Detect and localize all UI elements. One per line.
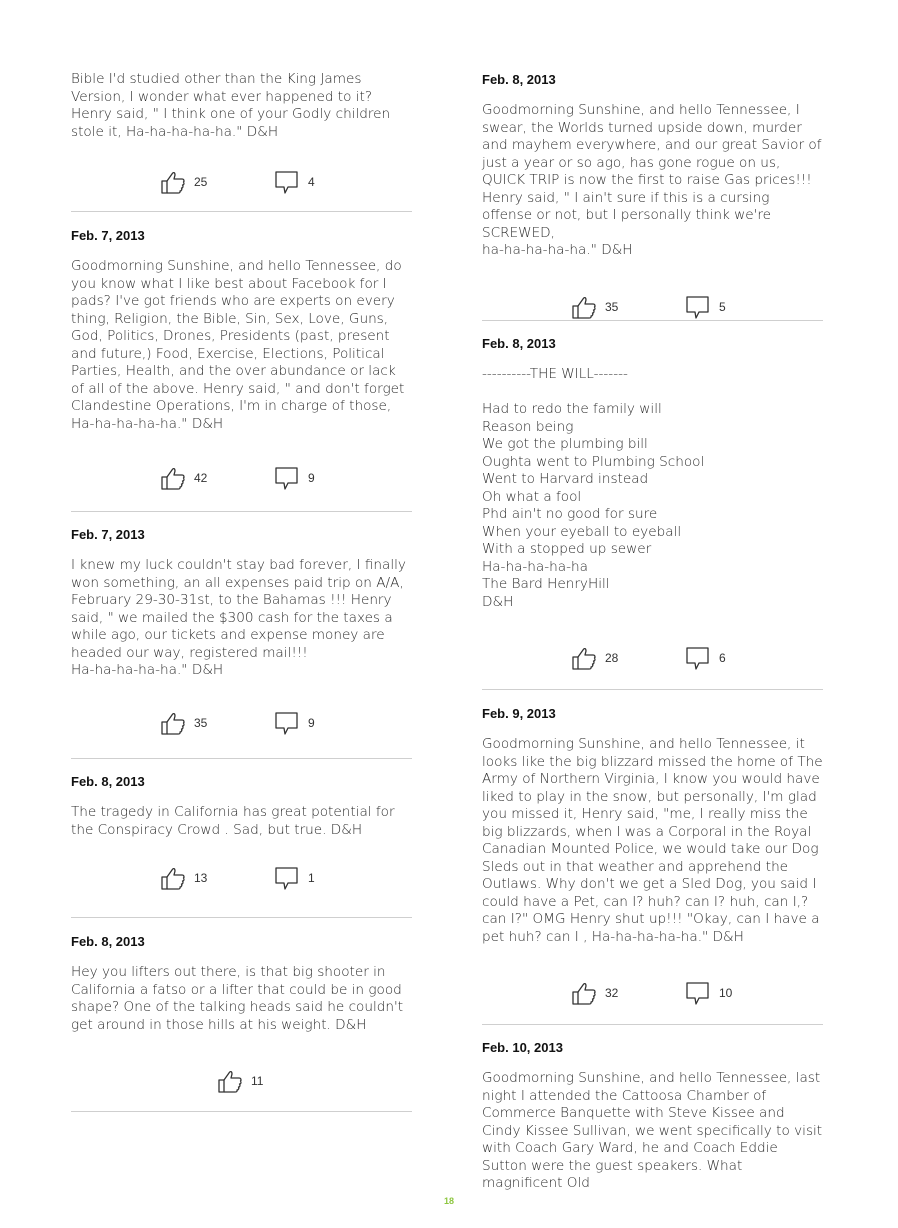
comment-button[interactable] (685, 292, 726, 322)
comment-button[interactable] (274, 463, 315, 493)
post-stats (71, 708, 412, 738)
comment-icon (274, 465, 300, 491)
post-text: Hey you lifters out there, is that big shooter in California a fatso or a lifter that could be in good shape? One of the talking heads said he couldn't get around in those hills at his weight. D&H (71, 964, 404, 1033)
post-date: Feb. 7, 2013 (71, 228, 145, 243)
post-stats (482, 292, 823, 322)
post-date: Feb. 8, 2013 (482, 336, 556, 351)
like-button[interactable] (160, 708, 207, 738)
post-date: Feb. 8, 2013 (482, 72, 556, 87)
comment-count: 9 (308, 715, 315, 730)
post-card (71, 774, 412, 893)
post-date: Feb. 10, 2013 (482, 1040, 563, 1055)
post-divider (482, 320, 823, 321)
post-text: Bible I'd studied other than the King James Version, I wonder what ever happened to it? Henry said, " I think one of your Godly children stole it, Ha-ha-ha-ha-ha." D&H (71, 71, 391, 140)
thumbs-up-icon (571, 980, 597, 1006)
like-count: 25 (194, 175, 208, 189)
post-text: Goodmorning Sunshine, and hello Tennessee, do you know what I like best about Facebook for I pads? I've got friends who are experts on every thing, Religion, the Bible, Sin, Sex, Love, Guns, God, Politics, Drones, Presidents (past, present and future,) Food, Exercise, Elections, Political Parties, Health, and the over abundance or lack of all of the above. Henry said, " and don't forget Clandestine Operations, I'm in charge of those, Ha-ha-ha-ha-ha." D&H (71, 258, 405, 432)
like-count: 11 (251, 1074, 264, 1088)
comment-count: 5 (719, 299, 726, 314)
post-date: Feb. 7, 2013 (71, 527, 145, 542)
post-stats (482, 643, 823, 673)
post-stats (71, 463, 412, 493)
like-button[interactable] (217, 1066, 263, 1096)
like-button[interactable] (160, 863, 207, 893)
comment-icon (274, 865, 300, 891)
post-card (482, 72, 823, 322)
like-count: 32 (605, 986, 619, 1000)
post-date: Feb. 8, 2013 (71, 774, 145, 789)
comment-button[interactable] (274, 708, 315, 738)
like-count: 28 (605, 651, 619, 665)
post-card (482, 1040, 823, 1193)
post-text: I knew my luck couldn't stay bad forever, I finally won something, an all expenses paid trip on A/A, February 29-30-31st, to the Bahamas !!! Henry said, " we mailed the $300 cash for the taxes a while ago, our tickets and expense money are headed our way, registered mail!!! Ha-ha-ha-ha-ha." D&H (71, 557, 406, 678)
post-divider (71, 758, 412, 759)
page-number: 18 (443, 1196, 454, 1206)
comment-count: 6 (719, 651, 726, 665)
post-card (71, 934, 412, 1096)
post-divider (71, 511, 412, 512)
post-text: Goodmorning Sunshine, and hello Tennessee, I swear, the Worlds turned upside down, murder and mayhem everywhere, and our great Savior of just a year or so ago, has gone rogue on us, QUICK TRIP is now the first to raise Gas prices!!! Henry said, " I ain't sure if this is a cursing offense or not, but I personally think we're SCREWED, ha-ha-ha-ha-ha." D&H (482, 102, 822, 258)
thumbs-up-icon (571, 294, 597, 320)
comment-icon (685, 645, 711, 671)
post-divider (482, 689, 823, 690)
thumbs-up-icon (160, 865, 186, 891)
comment-count: 1 (308, 871, 315, 885)
post-divider (71, 211, 412, 212)
thumbs-up-icon (160, 169, 186, 195)
post-divider (71, 1111, 412, 1112)
like-count: 35 (194, 715, 208, 730)
post-text: The tragedy in California has great potential for the Conspiracy Crowd . Sad, but true. D&H (71, 804, 395, 838)
thumbs-up-icon (160, 465, 186, 491)
post-stats (71, 167, 412, 197)
like-button[interactable] (160, 463, 207, 493)
post-card (482, 336, 823, 673)
post-date: Feb. 9, 2013 (482, 706, 556, 721)
thumbs-up-icon (571, 645, 597, 671)
post-text: Goodmorning Sunshine, and hello Tennessee, it looks like the big blizzard missed the home of The Army of Northern Virginia, I know you would have liked to play in the snow, but personally, I'm glad you missed it, Henry said, "me, I really miss the big blizzards, when I was a Corporal in the Royal Canadian Mounted Police, we would take our Dog Sleds out in that weather and apprehend the Outlaws. Why don't we get a Sled Dog, you said I could have a Pet, can I? huh? can I? huh, can I,? can I?" OMG Henry shut up!!! "Okay, can I have a pet huh? can I , Ha-ha-ha-ha-ha." D&H (482, 736, 823, 945)
post-stats (482, 978, 823, 1008)
comment-button[interactable] (685, 643, 726, 673)
like-count: 13 (194, 871, 208, 885)
comment-count: 4 (308, 175, 315, 189)
like-button[interactable] (571, 643, 618, 673)
comment-button[interactable] (274, 863, 315, 893)
comment-icon (274, 169, 300, 195)
comment-icon (685, 294, 711, 320)
post-card (71, 228, 412, 493)
like-button[interactable] (571, 292, 618, 322)
like-button[interactable] (571, 978, 618, 1008)
post-divider (71, 917, 412, 918)
post-text: Goodmorning Sunshine, and hello Tennessee, last night I attended the Cattoosa Chamber of Commerce Banquette with Steve Kissee and Cindy Kissee Sullivan, we went specifically to visit with Coach Gary Ward, he and Coach Eddie Sutton were the guest speakers. What magnificent Old (482, 1070, 823, 1191)
comment-icon (685, 980, 711, 1006)
comment-count: 10 (719, 986, 733, 1000)
post-stats (71, 863, 412, 893)
like-count: 35 (605, 299, 619, 314)
comment-count: 9 (308, 471, 315, 485)
post-card (71, 71, 412, 197)
post-text: ----------THE WILL------- Had to redo the family will Reason being We got the plumbing bill Oughta went to Plumbing School Went to Harvard instead Oh what a fool Phd ain't no good for sure When your eyeball to eyeball With a stopped up sewer Ha-ha-ha-ha-ha The Bard HenryHill D&H (482, 366, 705, 610)
post-card (71, 527, 412, 738)
comment-icon (274, 710, 300, 736)
like-button[interactable] (160, 167, 207, 197)
post-divider (482, 1024, 823, 1025)
comment-button[interactable] (685, 978, 732, 1008)
post-date: Feb. 8, 2013 (71, 934, 145, 949)
comment-button[interactable] (274, 167, 315, 197)
post-stats (71, 1066, 412, 1096)
like-count: 42 (194, 471, 208, 485)
post-card (482, 706, 823, 1008)
thumbs-up-icon (217, 1068, 243, 1094)
thumbs-up-icon (160, 710, 186, 736)
